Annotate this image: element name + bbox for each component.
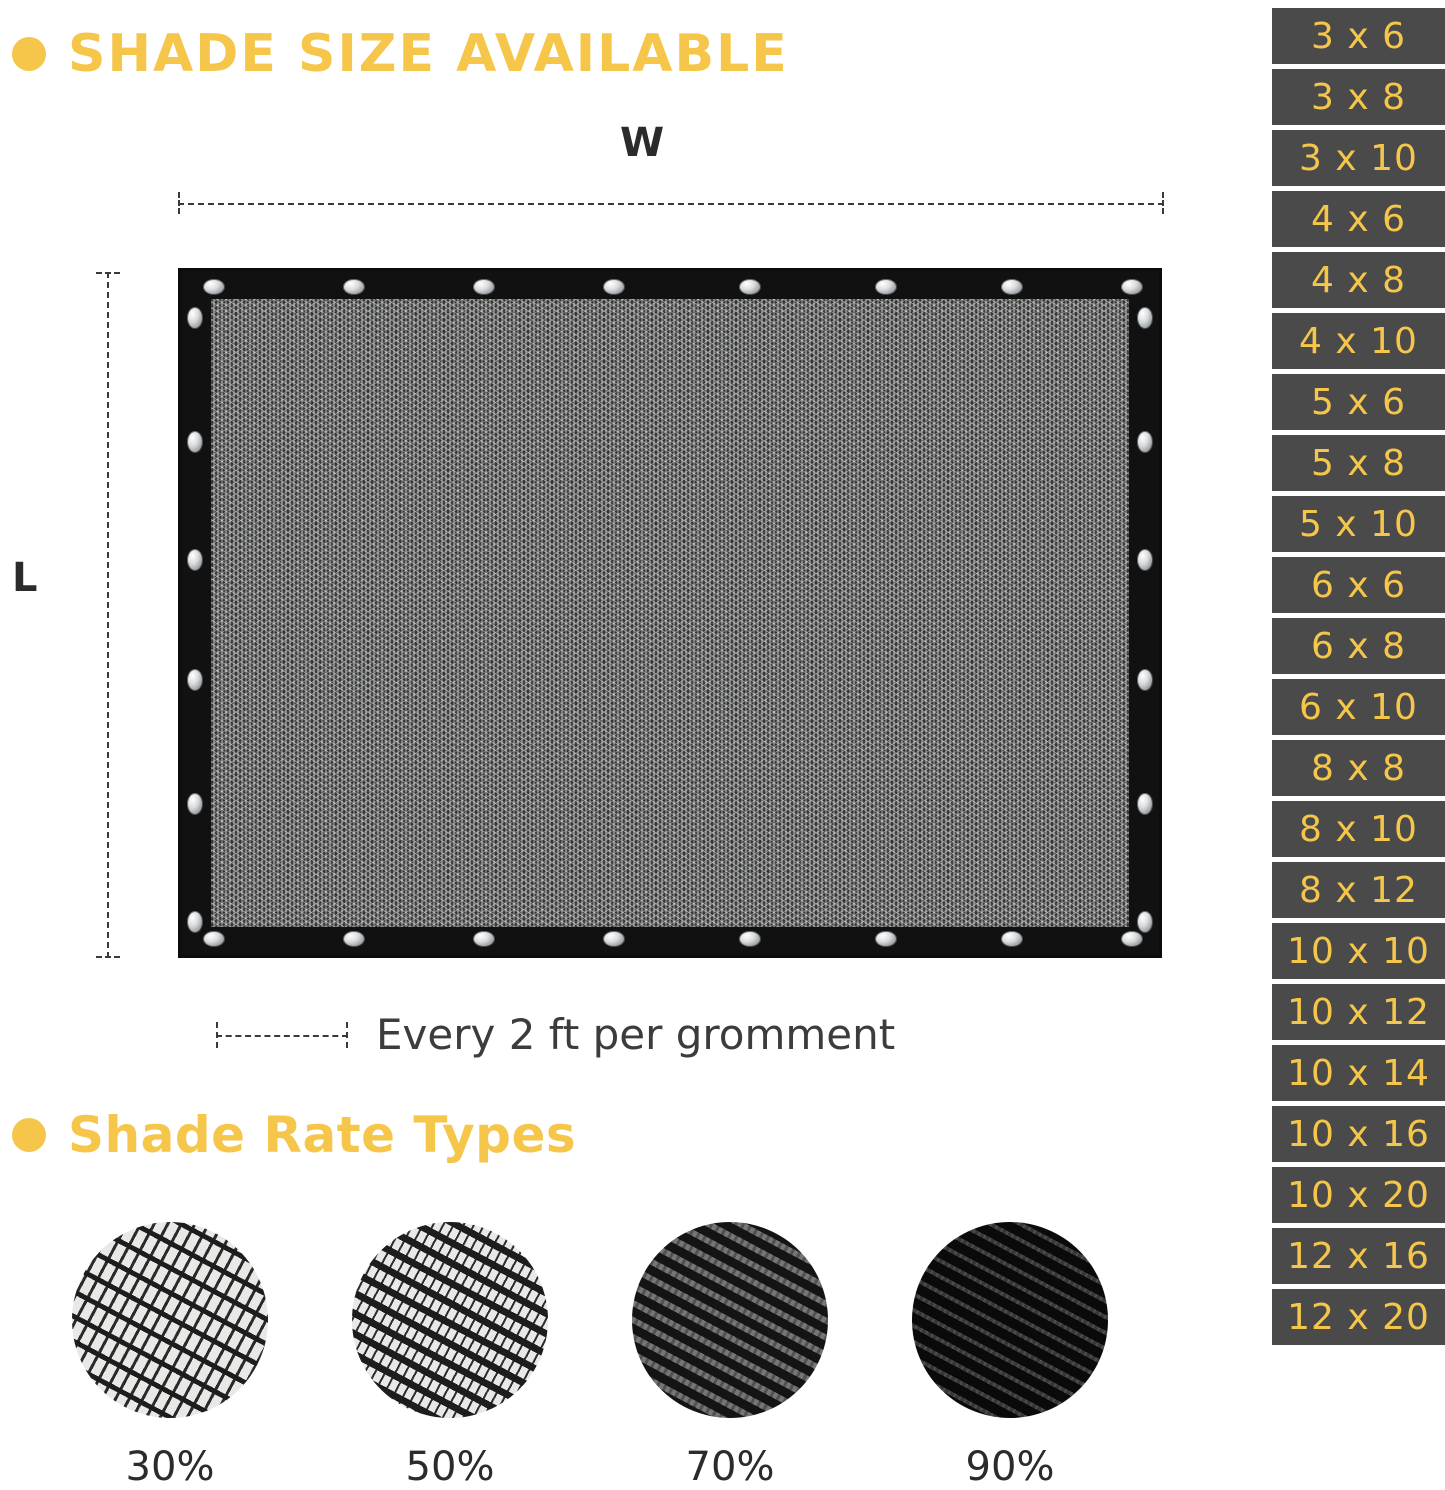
shade-rate-item bbox=[350, 1222, 550, 1490]
grommet bbox=[187, 793, 203, 815]
section-heading-label: Shade Rate Types bbox=[68, 1106, 577, 1164]
grommet bbox=[1137, 307, 1153, 329]
size-chip[interactable]: 10 x 16 bbox=[1272, 1106, 1445, 1162]
dimension-dash-line bbox=[107, 272, 109, 958]
grommet bbox=[187, 307, 203, 329]
size-chip[interactable]: 5 x 6 bbox=[1272, 374, 1445, 430]
shade-rate-label: 30% bbox=[125, 1444, 215, 1490]
size-chip[interactable]: 8 x 8 bbox=[1272, 740, 1445, 796]
grommet-spacing-measure-line bbox=[216, 1022, 348, 1048]
grommet bbox=[203, 931, 225, 947]
shade-cloth-diagram bbox=[178, 268, 1162, 958]
size-chip[interactable]: 10 x 14 bbox=[1272, 1045, 1445, 1101]
mesh-swatch-90-icon bbox=[912, 1222, 1108, 1418]
size-chip[interactable]: 3 x 10 bbox=[1272, 130, 1445, 186]
size-chip[interactable]: 4 x 6 bbox=[1272, 191, 1445, 247]
width-dimension-line bbox=[178, 192, 1164, 214]
grommet bbox=[473, 931, 495, 947]
size-chip[interactable]: 12 x 20 bbox=[1272, 1289, 1445, 1345]
grommet bbox=[1137, 431, 1153, 453]
shade-rate-label: 70% bbox=[685, 1444, 775, 1490]
size-chip[interactable]: 8 x 10 bbox=[1272, 801, 1445, 857]
size-chip[interactable]: 10 x 12 bbox=[1272, 984, 1445, 1040]
size-chip[interactable]: 5 x 8 bbox=[1272, 435, 1445, 491]
grommet bbox=[1001, 931, 1023, 947]
grommet bbox=[1137, 911, 1153, 933]
size-chip[interactable]: 8 x 12 bbox=[1272, 862, 1445, 918]
shade-rate-item bbox=[630, 1222, 830, 1490]
dimension-dash-line bbox=[216, 1035, 348, 1037]
length-dimension-label: L bbox=[12, 555, 38, 601]
dimension-end-cap-right bbox=[346, 1022, 348, 1048]
grommet-spacing-label: Every 2 ft per gromment bbox=[376, 1010, 896, 1059]
grommet bbox=[603, 279, 625, 295]
size-chip[interactable]: 5 x 10 bbox=[1272, 496, 1445, 552]
grommet bbox=[875, 279, 897, 295]
grommet bbox=[1001, 279, 1023, 295]
size-chip[interactable]: 4 x 10 bbox=[1272, 313, 1445, 369]
shade-rate-item bbox=[910, 1222, 1110, 1490]
size-chip[interactable]: 6 x 8 bbox=[1272, 618, 1445, 674]
grommet bbox=[603, 931, 625, 947]
grommet bbox=[1137, 669, 1153, 691]
grommet bbox=[187, 911, 203, 933]
size-chip[interactable]: 4 x 8 bbox=[1272, 252, 1445, 308]
shade-rate-swatch-list bbox=[70, 1222, 1200, 1490]
grommet bbox=[1137, 793, 1153, 815]
size-chip[interactable]: 3 x 8 bbox=[1272, 69, 1445, 125]
shade-rate-item bbox=[70, 1222, 270, 1490]
dimension-end-cap-top bbox=[96, 272, 120, 274]
size-chip[interactable]: 6 x 10 bbox=[1272, 679, 1445, 735]
mesh-swatch-30-icon bbox=[72, 1222, 268, 1418]
size-chip[interactable]: 3 x 6 bbox=[1272, 8, 1445, 64]
grommet bbox=[187, 431, 203, 453]
grommet-spacing-note bbox=[216, 1010, 895, 1059]
dimension-end-cap-left bbox=[216, 1022, 218, 1048]
dimension-end-cap-bottom bbox=[96, 956, 120, 958]
size-chip[interactable]: 10 x 10 bbox=[1272, 923, 1445, 979]
dimension-dash-line bbox=[178, 203, 1164, 205]
section-heading-shade-rate bbox=[12, 1106, 577, 1164]
shade-rate-label: 50% bbox=[405, 1444, 495, 1490]
size-options-list bbox=[1272, 0, 1445, 1345]
section-heading-label: SHADE SIZE AVAILABLE bbox=[68, 24, 789, 84]
grommet bbox=[343, 279, 365, 295]
dimension-end-cap-right bbox=[1162, 192, 1164, 214]
mesh-swatch-50-icon bbox=[352, 1222, 548, 1418]
grommet bbox=[1121, 279, 1143, 295]
grommet bbox=[739, 279, 761, 295]
bullet-dot-icon bbox=[12, 37, 46, 71]
grommet bbox=[187, 549, 203, 571]
dimension-end-cap-left bbox=[178, 192, 180, 214]
grommet bbox=[875, 931, 897, 947]
shade-cloth-panel bbox=[178, 268, 1162, 958]
shade-rate-label: 90% bbox=[965, 1444, 1055, 1490]
grommet bbox=[187, 669, 203, 691]
grommet bbox=[1137, 549, 1153, 571]
size-chip[interactable]: 10 x 20 bbox=[1272, 1167, 1445, 1223]
size-chip[interactable]: 12 x 16 bbox=[1272, 1228, 1445, 1284]
section-heading-shade-size bbox=[12, 24, 789, 84]
mesh-swatch-70-icon bbox=[632, 1222, 828, 1418]
length-dimension-line bbox=[96, 272, 120, 958]
grommet bbox=[739, 931, 761, 947]
grommet bbox=[203, 279, 225, 295]
bullet-dot-icon bbox=[12, 1118, 46, 1152]
grommet bbox=[343, 931, 365, 947]
width-dimension-label: W bbox=[620, 120, 665, 166]
grommet bbox=[1121, 931, 1143, 947]
size-chip[interactable]: 6 x 6 bbox=[1272, 557, 1445, 613]
grommet bbox=[473, 279, 495, 295]
shade-cloth-mesh-fabric bbox=[211, 299, 1129, 927]
